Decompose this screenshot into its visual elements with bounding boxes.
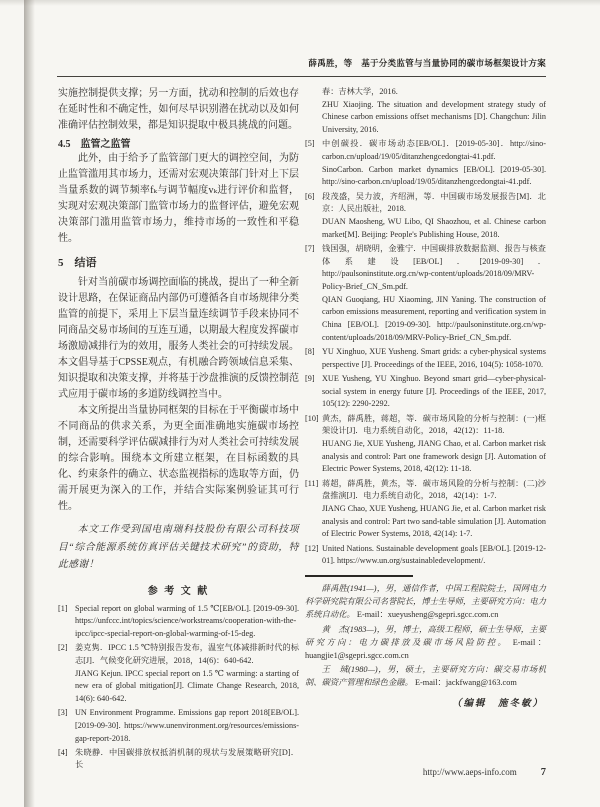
author-email: E-mail：xueyusheng@sgepri.sgcc.com.cn [356, 610, 499, 620]
reference-item [58, 603, 299, 641]
reference-text: SinoCarbon. Carbon market dynamics [EB/OL]. [2019-05-30]. http://sino-carbon.cn/upload/19/05/ditanzhengcedongtai-41.pdf. [322, 164, 546, 187]
paragraph-supervision: 此外，由于给予了监管部门更大的调控空间，为防止监管滥用其市场力，还需对宏观决策部门针对上下层当量系数的调节频率fₖ与调节幅度vₖ进行评价和监督，实现对宏观决策部门监管市场力的监督评估，避免宏观决策部门滥用监管市场力，维持市场的一致性和平稳性。 [58, 153, 299, 244]
reference-text: 钱国强，胡晓明，金雅宁．中国碳排放数据监测、报告与核查体系建设[EB/OL]．[2019-09-30]．http://paulsoninstitute.org.cn/wp-content/uploads/2018/09/MRV-Policy-Brief_CN_Sm.pdf. [322, 243, 546, 292]
reference-item [58, 707, 299, 745]
subsection-heading-4-5: 4.5 监管之监管 [58, 139, 131, 150]
left-column [58, 86, 299, 774]
author-bio-text: 黄 杰(1983—)，男，博士，高级工程师，硕士生导师，主要研究方向：电力碳排放及碳市场风险防控。 [305, 624, 546, 647]
reference-item [58, 642, 299, 706]
reference-number: [6] [305, 191, 315, 201]
editor-note: （编辑 施冬敏） [451, 698, 544, 709]
reference-text: 黄杰，薛禹胜，蒋超，等．碳市场风险的分析与控制：(一)框架设计[J]．电力系统自动化，2018，42(12)：11-18. [322, 413, 546, 436]
bio-divider-rule [305, 575, 413, 577]
reference-number: [1] [58, 603, 68, 613]
reference-item [305, 413, 546, 477]
reference-text: QIAN Guoqiang, HU Xiaoming, JIN Yaning. The construction of carbon emissions measurement, reporting and verification system in China [EB/OL]. [2019-09-30]. http://paulsoninstitute.org.cn/wp-content/uploads/2018/09/MRV-Policy-Brief_CN_Sm.pdf. [322, 294, 546, 342]
scan-shadow-left [24, 0, 35, 807]
reference-text: UN Environment Programme. Emissions gap report 2018[EB/OL]. [2019-09-30]. https://www.unenvironment.org/resources/emissions-gap-report-2018. [75, 708, 299, 743]
reference-number: [7] [305, 243, 315, 253]
acknowledgment: 本文工作受到国电南瑞科技股份有限公司科技项目“综合能源系统仿真评估关键技术研究”的资助，特此感谢！ [58, 524, 299, 570]
reference-number: [11] [305, 478, 319, 488]
references-heading: 参 考 文 献 [147, 585, 210, 597]
author-bio [305, 663, 546, 689]
reference-item [305, 138, 546, 189]
reference-item [305, 543, 546, 568]
reference-number: [8] [305, 347, 315, 357]
reference-number: [9] [305, 373, 315, 383]
reference-text: 中创碳投．碳市场动态[EB/OL]．[2019-05-30]．http://sino-carbon.cn/upload/19/05/ditanzhengcedongtai-41.pdf. [322, 139, 546, 162]
reference-text: JIANG Chao, XUE Yusheng, HUANG Jie, et al. Carbon market risk analysis and control: Part two sand-table simulation [J]. Automation of Electric Power Systems, 2018, 42(14): 1-7. [322, 504, 546, 539]
author-email: E-mail：jackfwang@163.com [414, 678, 517, 688]
reference-item [305, 191, 546, 242]
author-bio [305, 623, 546, 663]
reference-item [305, 243, 546, 345]
author-bio-text: 王 珹(1980—)，男，硕士，主要研究方向：碳交易市场机制、碳资产管理和绿色金融。 [305, 665, 546, 688]
reference-number: [2] [58, 643, 68, 653]
right-column [305, 86, 546, 709]
conclusion-paragraph-2: 本文所提出当量协同框架的目标在于平衡碳市场中不同商品的供求关系，为更全面准确地实施碳市场控制，还需要科学评估碳减排行为对人类社会可持续发展的综合影响。围绕本文所建立框架，在目标函数的具化、约束条件的确立、状态监视指标的选取等方面，仍需开展更为深入的工作，并结合实际案例验证其可行性。 [58, 405, 299, 512]
reference-text: HUANG Jie, XUE Yusheng, JIANG Chao, et al. Carbon market risk analysis and control: Part one framework design [J]. Automation of Electric Power Systems, 2018, 42(12): 11-18. [322, 438, 546, 474]
reference-text: Special report on global warming of 1.5 ℃[EB/OL]. [2019-09-30]. https://unfccc.int/topics/science/workstreams/cooperation-with-the-ipcc/ipcc-special-report-on-global-warming-of-15-deg. [75, 603, 299, 638]
reference-text: YU Xinghuo, XUE Yusheng. Smart grids: a cyber-physical systems perspective [J]. Proceedings of the IEEE, 2016, 104(5): 1058-1070. [322, 347, 546, 369]
reference-number: [12] [305, 543, 319, 553]
reference-text: 姜克隽．IPCC 1.5 ℃特别报告发布，温室气体减排新时代的标志[J]．气候变化研究进展，2018，14(6)：640-642. [75, 643, 299, 665]
reference-text: 蒋超，薛禹胜，黄杰，等．碳市场风险的分析与控制：(二)沙盘推演[J]．电力系统自动化，2018，42(14)：1-7. [322, 478, 546, 501]
reference-number: [5] [305, 139, 315, 149]
paragraph-continuation: 实施控制提供支撑；另一方面，扰动和控制的后效也存在延时性和不确定性，如何尽早识别潜在扰动以及如何准确评估控制效果，都是知识提取中极具挑战的问题。 [58, 88, 299, 131]
reference-text: XUE Yusheng, YU Xinghuo. Beyond smart grid—cyber-physical-social system in energy future [J]. Proceedings of the IEEE, 2017, 105(12): 2290-2292. [322, 373, 546, 409]
reference-text: DUAN Maosheng, WU Libo, QI Shaozhou, et al. Chinese carbon market[M]. Beijing: People's Publishing House, 2018. [322, 217, 546, 239]
header-rule [57, 76, 546, 77]
reference-text: 朱晓静．中国碳排放权抵消机制的现状与发展策略研究[D]．长 [75, 747, 299, 770]
reference-item-continuation [305, 86, 546, 137]
reference-text: 段茂盛，吴力波，齐绍洲，等．中国碳市场发展报告[M]．北京：人民出版社，2018. [322, 191, 546, 214]
section-heading-conclusion: 5 结语 [58, 257, 97, 269]
reference-text: 春：吉林大学，2016. [322, 87, 398, 96]
author-bio-text: 薛禹胜(1941—)，男，通信作者，中国工程院院士，国网电力科学研究院有限公司名誉院长，博士生导师，主要研究方向：电力系统自动化。 [305, 584, 546, 620]
author-email: E-mail：huangjie1@sgepri.sgcc.com.cn [305, 637, 546, 661]
running-header: 薛禹胜，等 基于分类监管与当量协同的碳市场框架设计方案 [308, 58, 546, 68]
page-number: 7 [540, 767, 546, 778]
reference-number: [10] [305, 413, 319, 423]
reference-text: JIANG Kejun. IPCC special report on 1.5 ℃ warming: a starting of new era of global mitigation[J]. Climate Change Research, 2018, 14(6): 640-642. [75, 668, 299, 703]
reference-item [305, 346, 546, 371]
author-bio [305, 582, 546, 622]
reference-number: [4] [58, 747, 68, 757]
reference-text: ZHU Xiaojing. The situation and development strategy study of Chinese carbon emissions offset mechanisms [D]. Changchun: Jilin University, 2016. [322, 99, 546, 135]
journal-url: http://www.aeps-info.com [422, 767, 517, 777]
conclusion-paragraph-1: 针对当前碳市场调控面临的挑战，提出了一种全新设计思路，在保证商品内部仍可遵循各自市场规律分类监管的前提下，采用上下层当量连续调节手段来协同不同商品交易市场间的互连互通，以期最大程度发挥碳市场激励减排行为的效用，服务人类社会的可持续发展。本文倡导基于CPSSE观点，有机融合跨领域信息采集、知识提取和决策支撑，并将基于沙盘推演的反馈控制范式应用于碳市场的多道防线调控当中。 [58, 277, 299, 400]
reference-number: [3] [58, 708, 68, 718]
page-footer [58, 767, 546, 778]
reference-item [305, 373, 546, 411]
reference-item [305, 478, 546, 542]
scan-shadow-top [0, 0, 600, 6]
reference-text: United Nations. Sustainable development goals [EB/OL]. [2019-12-01]. https://www.un.org/sustainabledevelopment/. [322, 543, 546, 566]
